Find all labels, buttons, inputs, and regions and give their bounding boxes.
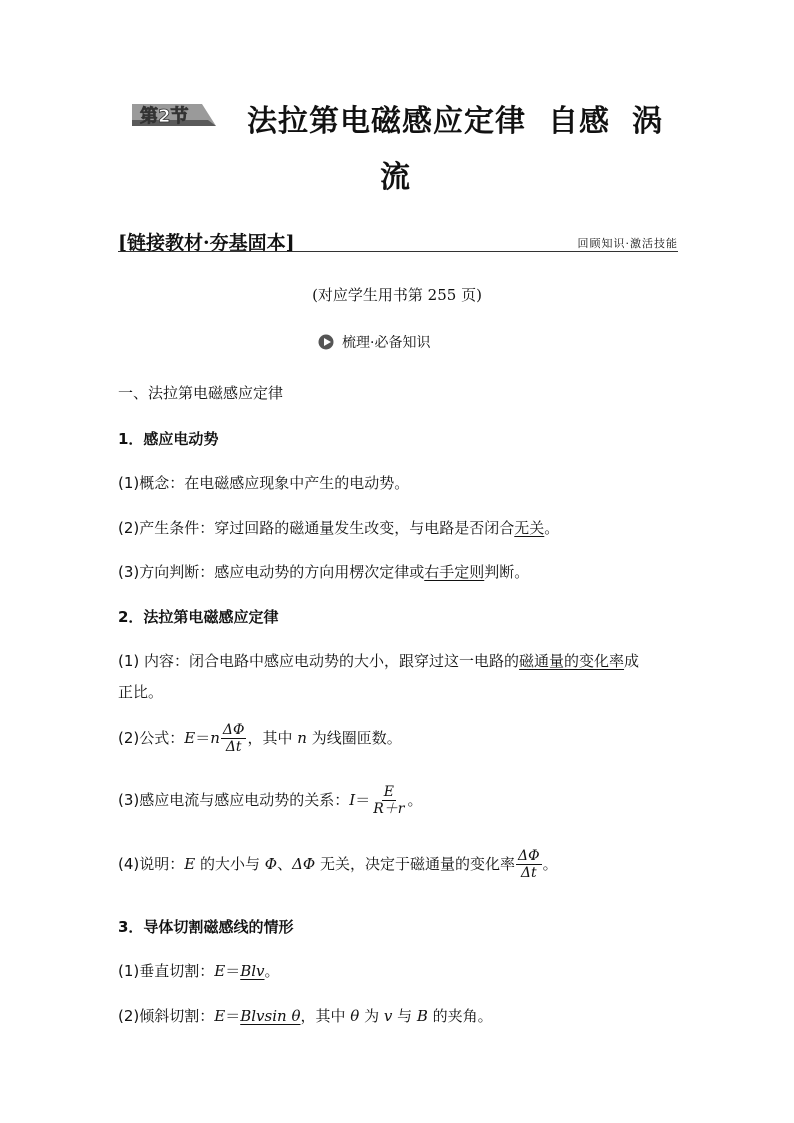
text: (1)垂直切割： xyxy=(118,962,215,980)
text: (2)产生条件：穿过回路的磁通量发生改变，与电路是否闭合 xyxy=(118,519,515,537)
var: E xyxy=(184,729,196,748)
section-heading: [链接教材·夯基固本] xyxy=(118,232,295,254)
numerator: ΔΦ xyxy=(518,848,540,864)
text: 。 xyxy=(407,791,423,810)
text: 的夹角。 xyxy=(427,1007,493,1025)
paragraph-current xyxy=(118,784,422,817)
fraction xyxy=(516,848,542,881)
numerator: E xyxy=(383,784,394,800)
text: 与 xyxy=(392,1007,417,1025)
var: ΔΦ xyxy=(292,855,316,874)
text: 无关，决定于磁通量的变化率 xyxy=(315,855,515,874)
denominator: Δt xyxy=(225,739,242,756)
heading-1-1: 1．感应电动势 xyxy=(118,430,219,448)
title-part3: 涡 xyxy=(632,104,663,139)
heading-1-3: 3．导体切割磁感线的情形 xyxy=(118,918,294,936)
play-circle-icon xyxy=(318,334,336,350)
var: E xyxy=(184,855,196,874)
title-part1: 法拉第电磁感应定律 xyxy=(247,104,526,139)
subsection-heading xyxy=(318,332,430,352)
numerator: ΔΦ xyxy=(222,722,245,738)
underlined-answer: 无关 xyxy=(514,519,545,537)
denominator: R＋r xyxy=(373,801,405,818)
denominator: Δt xyxy=(520,865,537,882)
underlined-answer: Blv xyxy=(240,962,265,980)
text: ＝ xyxy=(195,729,211,748)
text: ＝ xyxy=(355,791,371,810)
var: n xyxy=(297,729,307,748)
text: 为 xyxy=(359,1007,384,1025)
subsection-label: 梳理·必备知识 xyxy=(342,335,431,351)
paragraph-content-line2: 正比。 xyxy=(118,683,164,701)
var: E xyxy=(214,1007,226,1025)
text: (1) 内容：闭合电路中感应电动势的大小，跟穿过这一电路的 xyxy=(118,652,520,670)
title-part2: 自感 xyxy=(548,104,610,139)
heading-1: 一、法拉第电磁感应定律 xyxy=(118,384,284,402)
text: 。 xyxy=(542,855,558,874)
text: ＝ xyxy=(225,1007,241,1025)
text: 为线圈匝数。 xyxy=(306,729,402,748)
var: v xyxy=(383,1007,393,1025)
text: 。 xyxy=(264,962,280,980)
paragraph-note xyxy=(118,848,558,881)
section-note: 回顾知识·激活技能 xyxy=(577,237,678,250)
page-reference: (对应学生用书第 255 页) xyxy=(312,286,482,304)
paragraph-perpendicular xyxy=(118,960,280,981)
section-badge-text: 第2节 xyxy=(140,106,189,127)
text: ，其中 xyxy=(247,729,298,748)
page-title-line2: 流 xyxy=(380,160,410,195)
page-title xyxy=(247,96,663,140)
heading-1-2: 2．法拉第电磁感应定律 xyxy=(118,608,279,626)
section-badge xyxy=(132,100,216,128)
paragraph-condition xyxy=(118,517,559,538)
text: 成 xyxy=(624,652,640,670)
underlined-answer xyxy=(240,1007,300,1025)
text: (3)感应电流与感应电动势的关系： xyxy=(118,791,350,810)
var: θ xyxy=(350,1007,360,1025)
var: E xyxy=(214,962,226,980)
fraction xyxy=(221,722,247,755)
var: I xyxy=(349,791,356,810)
var: Φ xyxy=(264,855,278,874)
text: 、 xyxy=(277,855,293,874)
paragraph-concept: (1)概念：在电磁感应现象中产生的电动势。 xyxy=(118,474,410,492)
underlined-answer: 磁通量的变化率 xyxy=(519,652,625,670)
underlined-answer: 右手定则 xyxy=(424,563,485,581)
paragraph-direction xyxy=(118,561,529,582)
text: (2)公式： xyxy=(118,729,185,748)
text: (3)方向判断：感应电动势的方向用楞次定律或 xyxy=(118,563,425,581)
text: ，其中 xyxy=(300,1007,351,1025)
var: sin θ xyxy=(264,1007,301,1025)
paragraph-oblique xyxy=(118,1005,493,1026)
text: 。 xyxy=(544,519,560,537)
var: B xyxy=(416,1007,428,1025)
fraction xyxy=(371,784,406,817)
text: (4)说明： xyxy=(118,855,185,874)
text: 判断。 xyxy=(484,563,530,581)
paragraph-content xyxy=(118,650,639,671)
text: (2)倾斜切割： xyxy=(118,1007,215,1025)
text: 的大小与 xyxy=(195,855,265,874)
text: ＝ xyxy=(225,962,241,980)
var: n xyxy=(210,729,220,748)
var: Blv xyxy=(240,1007,265,1025)
paragraph-formula xyxy=(118,722,402,755)
divider xyxy=(118,251,678,252)
